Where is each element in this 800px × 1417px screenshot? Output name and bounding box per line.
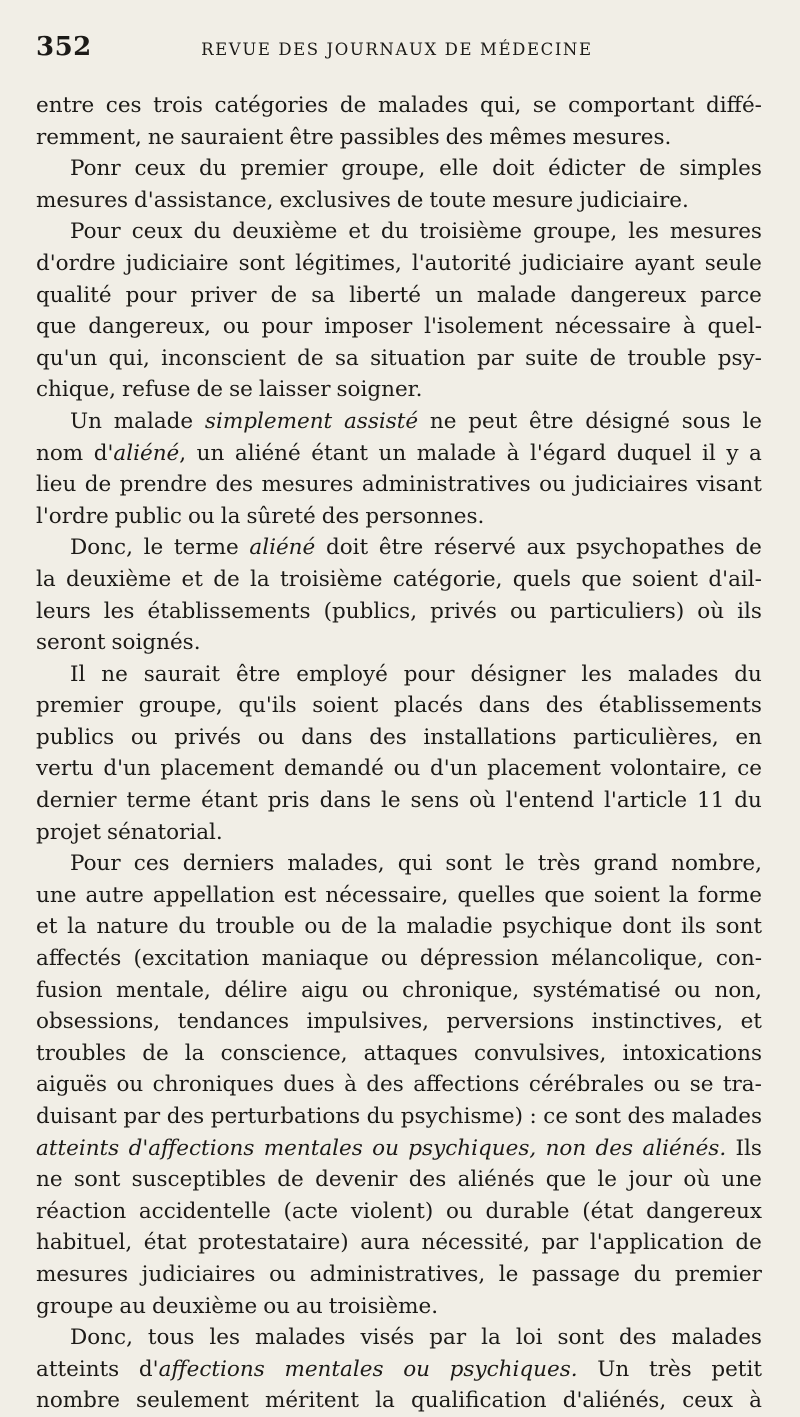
- text-line: groupe au deuxième ou au troisième.: [36, 1293, 439, 1319]
- text-line: Donc, tous les malades visés par la loi sont des malades: [70, 1325, 762, 1351]
- running-title: REVUE DES JOURNAUX DE MÉDECINE: [201, 40, 593, 59]
- text-line: chique, refuse de se laisser soigner.: [36, 377, 423, 403]
- text-line: troubles de la conscience, attaques convulsives, intoxications: [36, 1040, 762, 1066]
- page-number: 352: [36, 32, 92, 62]
- text-line: seront soignés.: [36, 630, 201, 656]
- text-line: vertu d'un placement demandé ou d'un placement volontaire, ce: [36, 756, 762, 782]
- text-line: Il ne saurait être employé pour désigner les malades du: [70, 661, 762, 687]
- text-line: ne sont susceptibles de devenir des aliénés que le jour où une: [36, 1167, 762, 1193]
- body-text: [36, 90, 762, 1417]
- text-line: Ponr ceux du premier groupe, elle doit édicter de simples: [70, 156, 762, 182]
- text-line: premier groupe, qu'ils soient placés dans des établissements: [36, 693, 762, 719]
- text-line: Pour ces derniers malades, qui sont le très grand nombre,: [70, 851, 762, 877]
- text-line: l'ordre public ou la sûreté des personnes.: [36, 503, 485, 529]
- text-line: obsessions, tendances impulsives, perversions instinctives, et: [36, 1009, 762, 1035]
- text-line: qu'un qui, inconscient de sa situation par suite de trouble psy-: [36, 345, 762, 371]
- text-line: Donc, le terme aliéné doit être réservé aux psychopathes de: [70, 535, 762, 561]
- text-line: nom d'aliéné, un aliéné étant un malade à l'égard duquel il y a: [36, 440, 762, 466]
- text-line: Un malade simplement assisté ne peut être désigné sous le: [70, 408, 762, 434]
- text-line: dernier terme étant pris dans le sens où l'entend l'article 11 du: [36, 788, 762, 814]
- text-line: qualité pour priver de sa liberté un malade dangereux parce: [36, 282, 762, 308]
- page-header: [36, 32, 762, 82]
- text-line: leurs les établissements (publics, privés ou particuliers) où ils: [36, 598, 762, 624]
- text-line: fusion mentale, délire aigu ou chronique, systématisé ou non,: [36, 977, 762, 1003]
- text-line: publics ou privés ou dans des installations particulières, en: [36, 724, 762, 750]
- text-line: lieu de prendre des mesures administratives ou judiciaires visant: [36, 472, 762, 498]
- text-line: entre ces trois catégories de malades qui, se comportant diffé-: [36, 93, 762, 118]
- text-line: atteints d'affections mentales ou psychiques. Un très petit: [36, 1356, 762, 1382]
- text-line: affectés (excitation maniaque ou dépression mélancolique, con-: [36, 946, 762, 972]
- text-line: réaction accidentelle (acte violent) ou durable (état dangereux: [36, 1198, 762, 1224]
- text-line: remment, ne sauraient être passibles des mêmes mesures.: [36, 124, 672, 150]
- text-line: d'ordre judiciaire sont légitimes, l'autorité judiciaire ayant seule: [36, 250, 762, 276]
- text-line: projet sénatorial.: [36, 819, 223, 845]
- text-line: la deuxième et de la troisième catégorie, quels que soient d'ail-: [36, 566, 762, 592]
- text-line: Pour ceux du deuxième et du troisième groupe, les mesures: [70, 219, 762, 245]
- text-line: nombre seulement méritent la qualification d'aliénés, ceux à: [36, 1388, 762, 1414]
- text-line: duisant par des perturbations du psychisme) : ce sont des malades: [36, 1104, 762, 1129]
- text-line: mesures judiciaires ou administratives, le passage du premier: [36, 1261, 762, 1287]
- text-line: mesures d'assistance, exclusives de toute mesure judiciaire.: [36, 187, 689, 213]
- text-line: aiguës ou chroniques dues à des affections cérébrales ou se tra-: [36, 1072, 762, 1098]
- text-line: atteints d'affections mentales ou psychiques, non des aliénés. Ils: [36, 1135, 762, 1161]
- text-line: une autre appellation est nécessaire, quelles que soient la forme: [36, 882, 762, 908]
- text-line: habituel, état protestataire) aura nécessité, par l'application de: [36, 1230, 762, 1256]
- text-line: et la nature du trouble ou de la maladie psychique dont ils sont: [36, 914, 762, 940]
- text-line: que dangereux, ou pour imposer l'isolement nécessaire à quel-: [36, 314, 762, 340]
